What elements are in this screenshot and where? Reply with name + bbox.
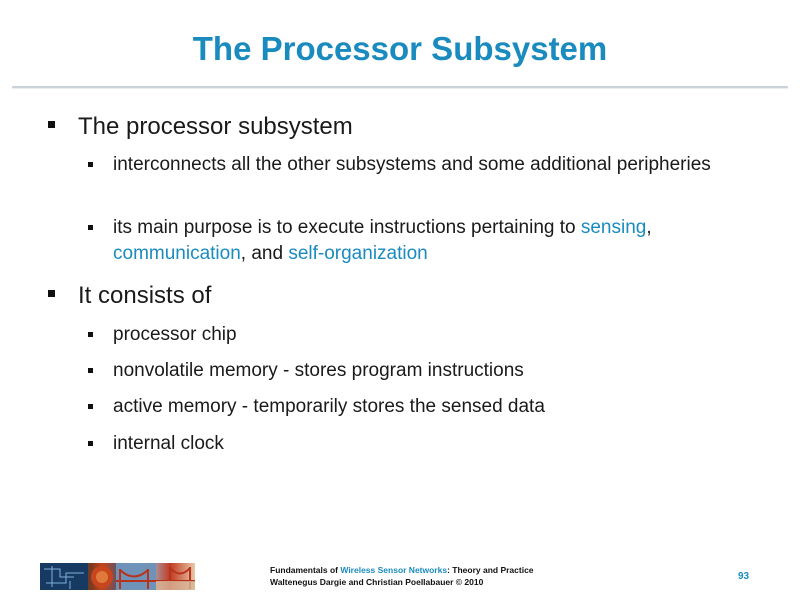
footer-text-segment: : Theory and Practice — [447, 565, 534, 575]
bullet-square-icon — [48, 290, 55, 297]
sub-bullet-text: nonvolatile memory - stores program instructions — [113, 360, 524, 381]
sub-bullet-square-icon — [88, 332, 93, 337]
bullet-text: It consists of — [78, 282, 212, 309]
footer-text-segment: Fundamentals of — [270, 565, 341, 575]
footer-highlight: Wireless Sensor Networks — [340, 565, 448, 575]
page-number: 93 — [738, 571, 750, 582]
sub-bullet-square-icon — [88, 368, 93, 373]
highlight-communication: communication — [113, 243, 241, 264]
orange-disc-inner — [96, 571, 108, 583]
sub-bullet-square-icon — [88, 441, 93, 446]
footer-citation — [270, 564, 534, 588]
sub-bullet-text: internal clock — [113, 433, 224, 454]
sub-bullet-text: active memory - temporarily stores the sensed data — [113, 396, 545, 417]
sub-bullet-text: interconnects all the other subsystems and some additional peripheries — [113, 154, 711, 175]
sub-bullet-square-icon — [88, 162, 93, 167]
collage-graphic — [40, 563, 195, 590]
title-divider — [12, 86, 788, 88]
slide-title: The Processor Subsystem — [192, 30, 608, 67]
text-segment: its main purpose is to execute instructions pertaining to — [113, 217, 581, 238]
sub-bullet-text — [113, 215, 768, 267]
text-segment: , and — [240, 243, 289, 264]
sub-bullet-square-icon — [88, 225, 93, 230]
footer-line-2: Waltenegus Dargie and Christian Poellabauer © 2010 — [270, 577, 484, 587]
bullet-text: The processor subsystem — [78, 113, 353, 140]
sub-bullet-text: processor chip — [113, 324, 237, 345]
collage-image — [40, 563, 195, 590]
shore-panel — [156, 581, 195, 590]
sub-bullet-square-icon — [88, 404, 93, 409]
text-segment: , — [646, 217, 652, 238]
bullet-square-icon — [48, 121, 55, 128]
footer-line-1 — [270, 564, 534, 576]
highlight-sensing: sensing — [580, 217, 647, 238]
highlight-self-organization: self-organization — [288, 243, 428, 264]
